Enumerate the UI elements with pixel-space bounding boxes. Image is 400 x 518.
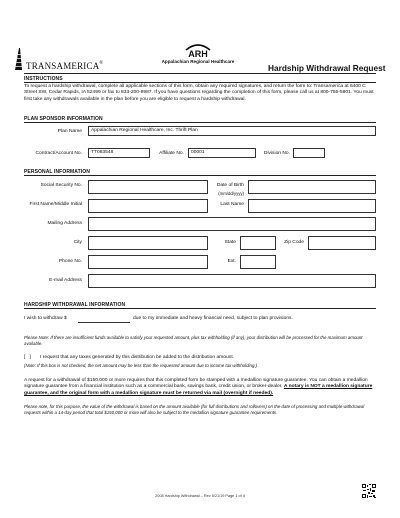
arh-logo xyxy=(148,42,248,68)
instructions-rule xyxy=(24,82,376,83)
last-name-label: Last Name xyxy=(220,202,244,207)
division-number-field[interactable] xyxy=(293,148,325,158)
last-name-field[interactable] xyxy=(248,199,376,213)
tax-checkbox[interactable]: [ ] xyxy=(24,355,31,360)
instructions-heading: INSTRUCTIONS xyxy=(24,76,63,82)
first-name-label: First Name/Middle Initial xyxy=(29,202,82,207)
plan-name-caption: Appalachian Regional Healthcare xyxy=(161,59,235,64)
withdraw-amount-field[interactable] xyxy=(78,322,130,323)
transamerica-logo xyxy=(12,48,104,72)
withdraw-amount-prefix: I wish to withdraw $ xyxy=(24,316,67,321)
plan-name-field[interactable]: Appalachian Regional Healthcare, Inc. Thrift Plan xyxy=(88,126,376,136)
zip-label: Zip Code xyxy=(284,240,304,245)
dob-format-hint: (mm/dd/yyyy) xyxy=(218,191,244,196)
phone-label: Phone No. xyxy=(58,259,82,264)
arh-mark-icon xyxy=(183,42,213,58)
insufficient-funds-note: Please Note: If there are insufficient funds available to satisfy your requested amount, plus tax withholding (if any), your distribution will be processed for the maximum amount available. xyxy=(24,335,363,346)
ext-label: Ext. xyxy=(227,259,236,264)
contract-number-field[interactable]: TT083548 xyxy=(88,148,150,158)
affiliate-number-label: Affiliate No. xyxy=(159,151,184,156)
transamerica-wordmark: TRANSAMERICA® xyxy=(26,61,104,71)
state-field[interactable] xyxy=(240,236,276,250)
header-rule xyxy=(24,73,376,74)
tax-checkbox-label: I request that any taxes generated by this distribution be added to the distribution amount. xyxy=(40,355,235,360)
state-label: State xyxy=(224,240,236,245)
ssn-label: Social Security No. xyxy=(40,183,82,188)
medallion-guarantee-body: A request for a withdrawal of $150,000 or more requires that this completed form be stamped with a medallion signature guarantee. You can obtain a medallion signature guarantee from a financial institution such as a commercial bank, savings bank, credit union, or broker-dealer. xyxy=(24,378,368,390)
page-footer: 2008 Hardship Withdrawal – Rev 5/21/19 Page 1 of 4 xyxy=(155,494,245,498)
withdrawal-value-note: Please note, for this purpose, the value of the withdrawal is based on the amount available (for full distributions and rollovers) on the date of processing and multiple withdrawal requests within a 14-day period that total $150,000 or more will also be subject to the medallion signature guarantee requirements. xyxy=(24,404,365,415)
dob-field[interactable] xyxy=(248,180,376,194)
pyramid-icon xyxy=(12,48,26,70)
hardship-rule xyxy=(24,308,376,309)
personal-info-rule xyxy=(24,175,376,176)
contract-number-label: Contract/Account No. xyxy=(35,151,82,156)
plan-sponsor-rule xyxy=(24,122,376,123)
svg-text:ARH: ARH xyxy=(188,49,208,58)
email-label: E-mail Address xyxy=(49,278,82,283)
notary-warning: A notary is NOT a medallion signature guarantee, and the original form with a medallion signature must be returned via mail (overnight if needed). xyxy=(24,384,373,396)
page-title: Hardship Withdrawal Request xyxy=(268,63,386,73)
plan-name-label: Plan Name xyxy=(57,129,82,134)
dob-label: Date of Birth xyxy=(216,183,244,188)
first-name-field[interactable] xyxy=(88,199,208,213)
ssn-field[interactable] xyxy=(88,180,208,194)
withdraw-amount-suffix: due to my immediate and heavy financial need, subject to plan provisions. xyxy=(133,316,293,321)
medallion-guarantee-text xyxy=(24,378,376,397)
qr-code-icon xyxy=(362,484,376,498)
mailing-address-label: Mailing Address xyxy=(47,221,82,226)
personal-info-heading: PERSONAL INFORMATION xyxy=(24,169,90,175)
zip-field[interactable] xyxy=(308,236,376,250)
instructions-text: To request a hardship withdrawal, complete all applicable sections of this form, obtain any required signatures, and return the form to: Transamerica at 6400 C Street SW, Cedar Rapids, IA 52499 or fax to 833-200-9987. If you have questions regarding the completion of this form, please call us at 800-755-5801. You must first take any withdrawals available in the plan before you are eligible to request a hardship withdrawal. xyxy=(24,84,374,102)
tax-checkbox-note: (Note: If this box is not checked, the net amount may be less than the requested amount due to income tax withholding.) xyxy=(24,363,258,368)
hardship-heading: HARDSHIP WITHDRAWAL INFORMATION xyxy=(24,302,126,308)
phone-field[interactable] xyxy=(88,255,208,269)
affiliate-number-field[interactable]: 00001 xyxy=(188,148,256,158)
plan-sponsor-heading: PLAN SPONSOR INFORMATION xyxy=(24,116,103,122)
email-field[interactable] xyxy=(88,274,376,288)
division-number-label: Division No. xyxy=(263,151,290,156)
city-label: City xyxy=(73,240,82,245)
mailing-address-field[interactable] xyxy=(88,217,376,231)
ext-field[interactable] xyxy=(240,255,276,269)
city-field[interactable] xyxy=(88,236,208,250)
